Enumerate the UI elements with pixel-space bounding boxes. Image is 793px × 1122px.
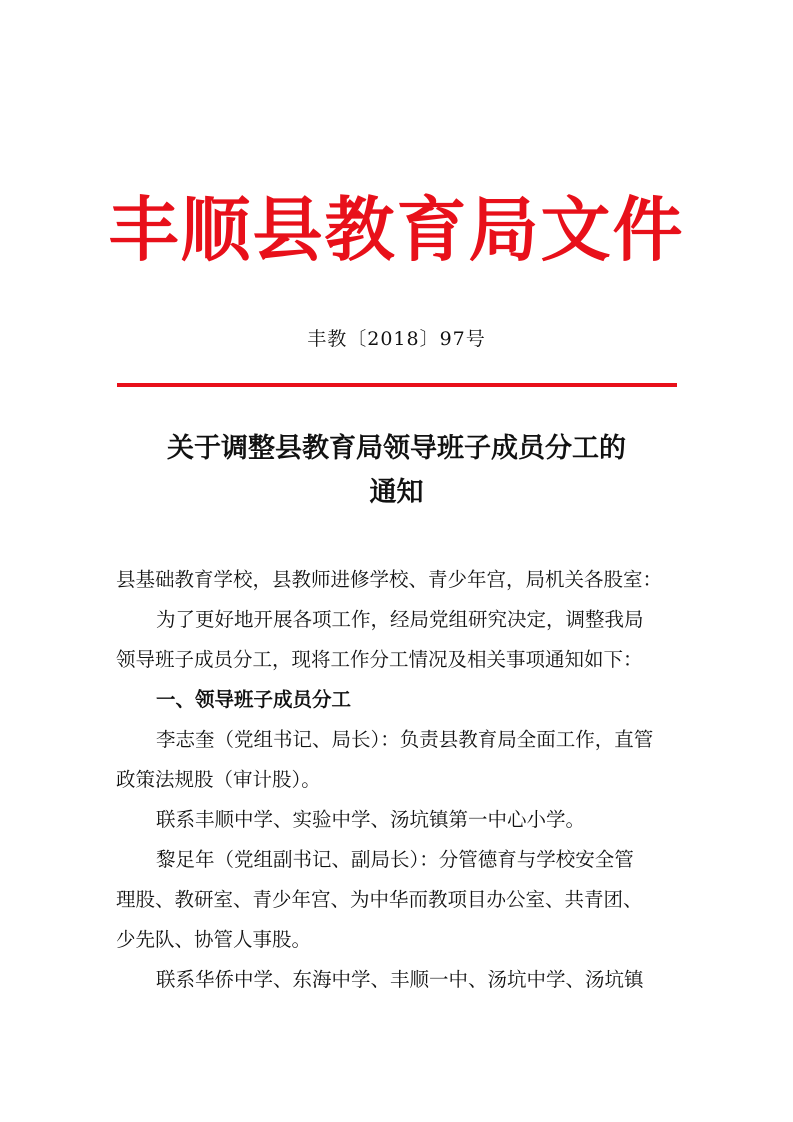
paragraph-line: 政策法规股（审计股）。 [116, 768, 321, 791]
paragraph-line: 少先队、协管人事股。 [116, 928, 312, 951]
notice-title-line-2: 通知 [369, 477, 424, 508]
masthead-title: 丰顺县教育局文件 [108, 188, 685, 271]
red-separator-line [117, 383, 677, 387]
document-body [116, 560, 684, 1000]
recipients-line: 县基础教育学校，县教师进修学校、青少年宫，局机关各股室： [116, 568, 663, 591]
notice-title [100, 427, 693, 515]
paragraph-line: 李志奎（党组书记、局长）：负责县教育局全面工作，直管 [156, 728, 654, 751]
paragraph-line: 联系华侨中学、东海中学、丰顺一中、汤坑中学、汤坑镇 [156, 968, 644, 991]
intro-paragraph-line-2: 领导班子成员分工，现将工作分工情况及相关事项通知如下： [116, 648, 643, 671]
section-heading: 一、领导班子成员分工 [156, 688, 352, 711]
document-number: 丰教〔2018〕97号 [307, 328, 486, 350]
intro-paragraph-line-1: 为了更好地开展各项工作，经局党组研究决定，调整我局 [156, 608, 644, 631]
paragraph-line: 联系丰顺中学、实验中学、汤坑镇第一中心小学。 [156, 808, 586, 831]
paragraph-line: 理股、教研室、青少年宫、为中华而教项目办公室、共青团、 [116, 888, 643, 911]
paragraph-line: 黎足年（党组副书记、副局长）：分管德育与学校安全管 [156, 848, 634, 871]
notice-title-line-1: 关于调整县教育局领导班子成员分工的 [167, 433, 626, 464]
